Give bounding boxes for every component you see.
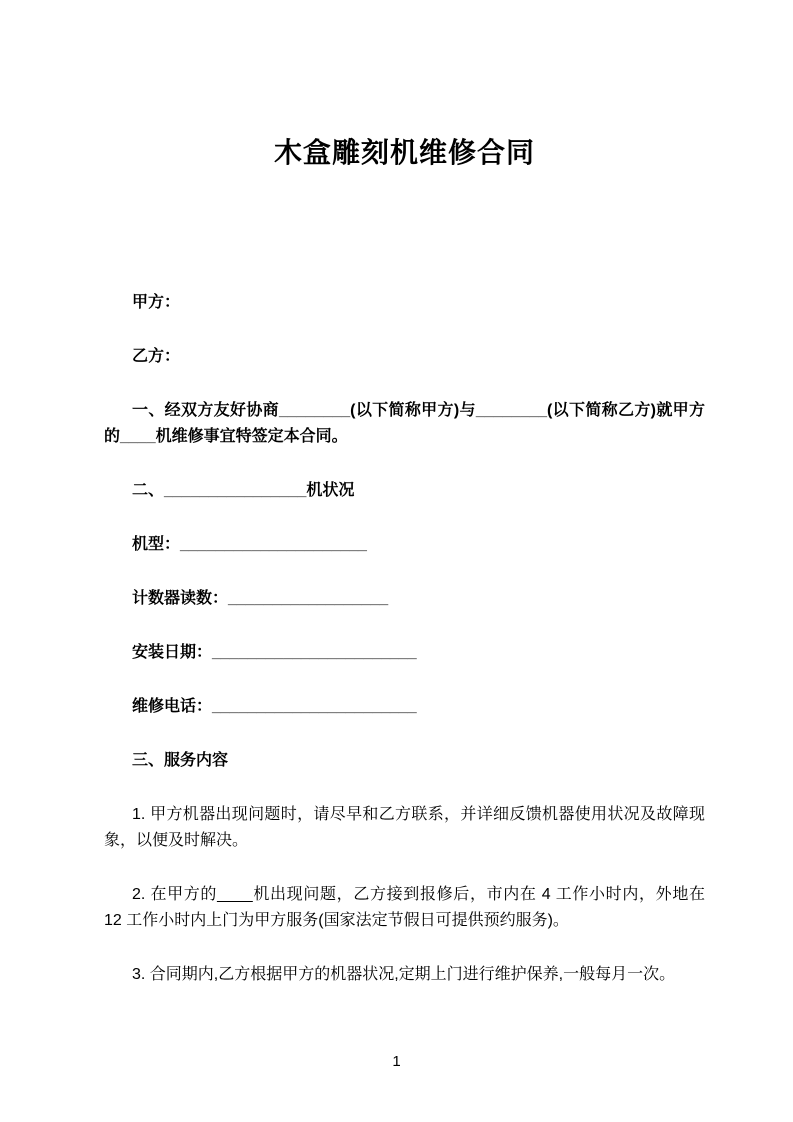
clause-two-machine-status: 二、________________机状况 — [132, 482, 355, 499]
machine-model-field: 机型：_____________________ — [132, 536, 367, 553]
clause-one-agreement: 一、经双方友好协商________(以下简称甲方)与________(以下简称乙方)就甲方的____机维修事宜特签定本合同。 — [104, 402, 705, 445]
clause-three-service-content: 三、服务内容 — [132, 752, 229, 769]
page-number: 1 — [392, 1053, 401, 1070]
install-date-field: 安装日期：_______________________ — [132, 644, 417, 661]
party-a-label: 甲方： — [132, 294, 181, 311]
service-item-1: 1. 甲方机器出现问题时，请尽早和乙方联系，并详细反馈机器使用状况及故障现象，以便及时解决。 — [104, 806, 705, 849]
document-title: 木盒雕刻机维修合同 — [273, 137, 535, 168]
service-item-2: 2. 在甲方的____机出现问题，乙方接到报修后，市内在 4 工作小时内，外地在 12 工作小时内上门为甲方服务(国家法定节假日可提供预约服务)。 — [104, 886, 705, 929]
counter-reading-field: 计数器读数：__________________ — [132, 590, 389, 607]
service-phone-field: 维修电话：_______________________ — [132, 698, 417, 715]
party-b-label: 乙方： — [132, 348, 181, 365]
service-item-3: 3. 合同期内,乙方根据甲方的机器状况,定期上门进行维护保养,一般每月一次。 — [132, 966, 676, 983]
